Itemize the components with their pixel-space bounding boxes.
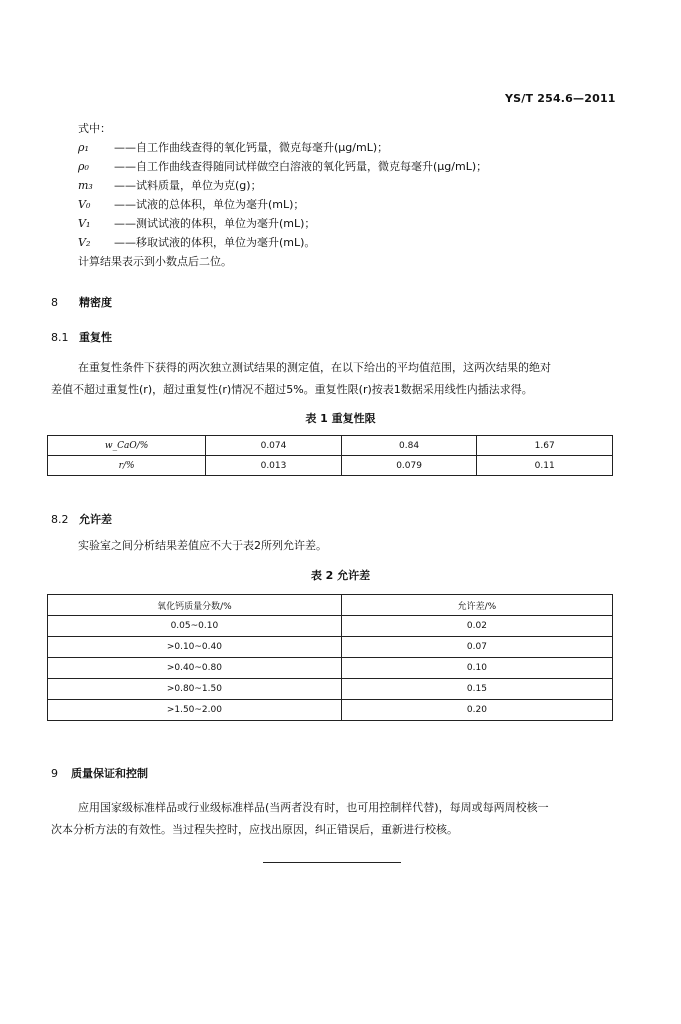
def-symbol: V₀: [78, 198, 91, 211]
table-cell: 0.05~0.10: [48, 616, 342, 637]
defs-intro: 式中：: [78, 122, 111, 135]
table-2-caption: 表 2 允许差: [310, 569, 371, 582]
section-8-2-heading: [51, 511, 112, 527]
table-header-row: [48, 595, 613, 616]
table-cell: 0.10: [341, 658, 612, 679]
section-number: 9: [51, 767, 58, 780]
table-row: [48, 700, 613, 721]
row-label: w_CaO/%: [48, 436, 206, 456]
def-symbol: V₂: [78, 236, 91, 249]
standard-code: YS/T 254.6—2011: [505, 92, 616, 105]
paragraph-line: 应用国家级标准样品或行业级标准样品(当两者没有时，也可用控制样代替)，每周或每两周校核一: [78, 801, 549, 814]
section-title: 重复性: [79, 331, 112, 344]
section-title: 允许差: [79, 513, 112, 526]
definition-item: [78, 216, 487, 235]
table-cell: 0.11: [477, 456, 613, 476]
table-cell: 1.67: [477, 436, 613, 456]
def-text: ——试料质量，单位为克(g)；: [114, 179, 262, 192]
definitions-list: [78, 140, 487, 273]
repeatability-table: [47, 435, 613, 476]
table-cell: >0.10~0.40: [48, 637, 342, 658]
section-number: 8: [51, 296, 58, 309]
def-symbol: m₃: [78, 179, 93, 192]
table-row: [48, 679, 613, 700]
section-9-heading: [51, 765, 148, 781]
table-row: [48, 456, 613, 476]
paragraph-line: 在重复性条件下获得的两次独立测试结果的测定值，在以下给出的平均值范围，这两次结果的绝对: [78, 361, 551, 374]
table-cell: 0.07: [341, 637, 612, 658]
table-row: [48, 616, 613, 637]
section-number: 8.2: [51, 513, 69, 526]
table-cell: 0.15: [341, 679, 612, 700]
end-rule: [263, 862, 401, 863]
table-cell: >1.50~2.00: [48, 700, 342, 721]
paragraph-line: 次本分析方法的有效性。当过程失控时，应找出原因，纠正错误后，重新进行校核。: [51, 823, 458, 836]
section-title: 质量保证和控制: [71, 767, 148, 780]
table-cell: 0.013: [206, 456, 342, 476]
table-cell: >0.80~1.50: [48, 679, 342, 700]
section-8-heading: [51, 294, 112, 310]
def-text: ——自工作曲线查得的氧化钙量，微克每毫升(μg/mL)；: [114, 141, 389, 154]
table-cell: 0.074: [206, 436, 342, 456]
definition-item: [78, 140, 487, 159]
def-symbol: ρ₁: [78, 141, 89, 154]
table-cell: 0.02: [341, 616, 612, 637]
result-note: 计算结果表示到小数点后二位。: [78, 255, 232, 268]
definition-item: [78, 197, 487, 216]
section-8-1-heading: [51, 329, 112, 345]
paragraph-line: 差值不超过重复性(r)，超过重复性(r)情况不超过5%。重复性限(r)按表1数据采用线性内插法求得。: [51, 383, 533, 396]
section-title: 精密度: [79, 296, 112, 309]
paragraph-line: 实验室之间分析结果差值应不大于表2所列允许差。: [78, 539, 327, 552]
tolerance-table: [47, 594, 613, 721]
table-row: [48, 436, 613, 456]
def-symbol: V₁: [78, 217, 91, 230]
row-label: r/%: [48, 456, 206, 476]
column-header: 允许差/%: [341, 595, 612, 616]
definition-item: [78, 178, 487, 197]
def-text: ——移取试液的体积，单位为毫升(mL)。: [114, 236, 316, 249]
column-header: 氧化钙质量分数/%: [48, 595, 342, 616]
table-cell: >0.40~0.80: [48, 658, 342, 679]
table-cell: 0.079: [341, 456, 477, 476]
table-row: [48, 658, 613, 679]
section-number: 8.1: [51, 331, 69, 344]
def-text: ——测试试液的体积，单位为毫升(mL)；: [114, 217, 316, 230]
table-1-caption: 表 1 重复性限: [305, 412, 376, 425]
def-text: ——自工作曲线查得随同试样做空白溶液的氧化钙量，微克每毫升(μg/mL)；: [114, 160, 488, 173]
table-cell: 0.20: [341, 700, 612, 721]
table-row: [48, 637, 613, 658]
def-text: ——试液的总体积，单位为毫升(mL)；: [114, 198, 305, 211]
def-symbol: ρ₀: [78, 160, 89, 173]
table-cell: 0.84: [341, 436, 477, 456]
definition-item: [78, 159, 487, 178]
definition-item: [78, 235, 487, 254]
